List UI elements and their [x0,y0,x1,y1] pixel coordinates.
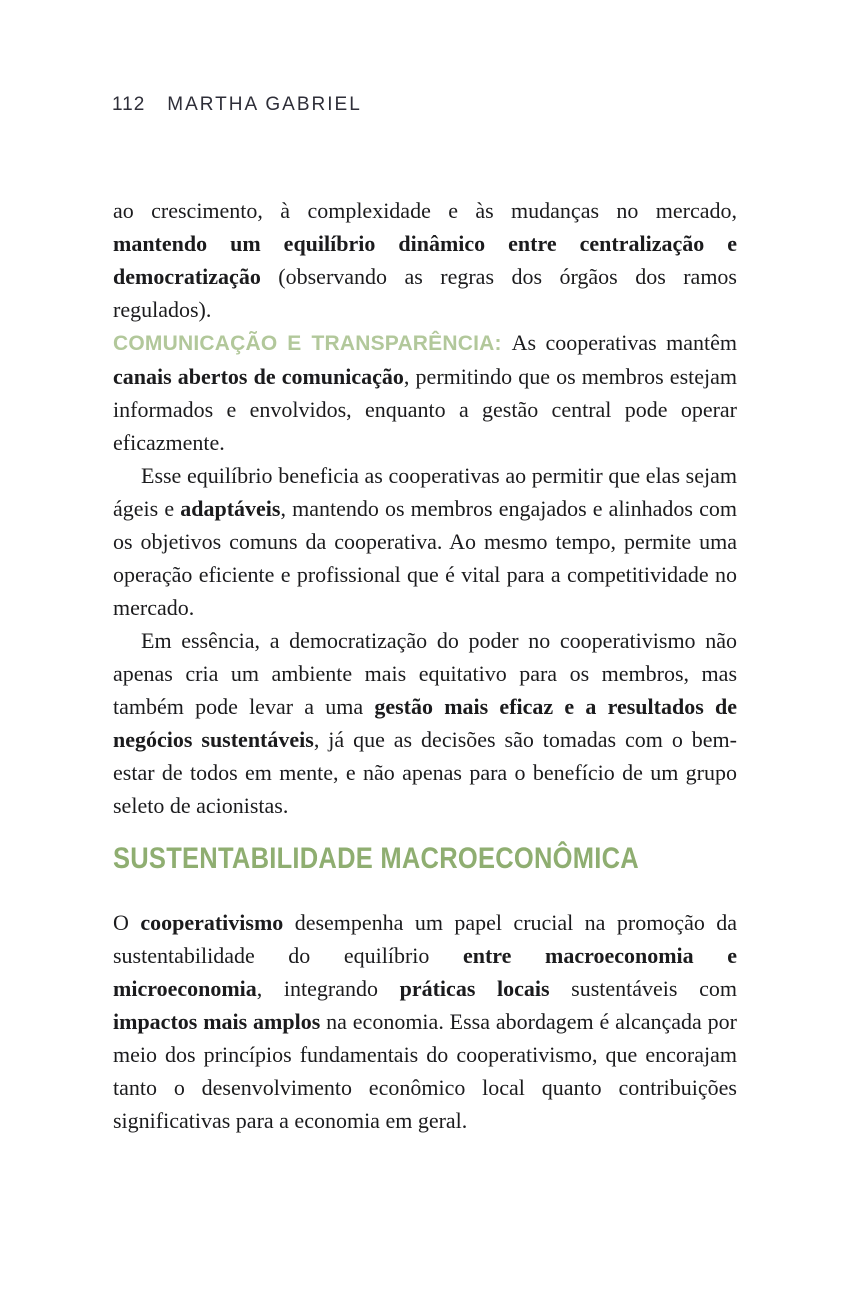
section-heading: SUSTENTABILIDADE MACROECONÔMICA [113,842,639,875]
text-segment: ao crescimento, à complexidade e às mudanças no mercado, [113,198,737,223]
text-segment: O [113,910,141,935]
page-number: 112 [112,94,146,115]
running-header [112,94,362,116]
bold-text-segment: mantendo um equilíbrio dinâmico entre centralização e democratização [113,231,737,289]
bold-text-segment: cooperativismo [140,910,284,935]
text-segment: , integrando [256,976,400,1001]
text-segment: desempenha um papel crucial na promoção da sustentabilidade do equilíbrio [113,910,738,968]
bold-text-segment: entre macroeconomia e microeconomia [113,943,737,1001]
page-content [113,194,737,1137]
text-segment: , já que as decisões são tomadas com o bem-estar de todos em mente, e não apenas para o benefício de um grupo seleto de acionistas. [113,727,737,818]
author-name: MARTHA GABRIEL [167,94,362,115]
bold-text-segment: impactos mais amplos [113,1009,321,1034]
paragraph-closing [113,906,737,1137]
bold-text-segment: gestão mais eficaz e a resultados de negócios sustentáveis [113,694,737,752]
paragraph-balance [113,459,737,624]
text-segment: Esse equilíbrio beneficia as cooperativas ao permitir que elas sejam ágeis e [113,463,737,521]
paragraph-continuation [113,194,737,326]
text-segment: , mantendo os membros engajados e alinhados com os objetivos comuns da cooperativa. Ao mesmo tempo, permite uma operação eficiente e profissional que é vital para a competitividade no mercado. [113,496,738,620]
text-segment: (observando as regras dos órgãos dos ramos regulados). [113,264,737,322]
text-segment: Em essência, a democratização do poder no cooperativismo não apenas cria um ambiente mais equitativo para os membros, mas também pode levar a uma [113,628,737,719]
paragraph-communication [113,326,737,459]
bold-text-segment: canais abertos de comunicação [113,364,404,389]
text-segment: na economia. Essa abordagem é alcançada por meio dos princípios fundamentais do cooperativismo, que encorajam tanto o desenvolvimento econômico local quanto contribuições significativas para a economia em geral. [113,1009,737,1133]
text-segment: sustentáveis com [549,976,737,1001]
bold-text-segment: adaptáveis [180,496,281,521]
text-segment: , permitindo que os membros estejam informados e envolvidos, enquanto a gestão central pode operar eficazmente. [113,364,738,455]
bold-text-segment: práticas locais [399,976,550,1001]
text-segment: As cooperativas mantêm [511,330,737,355]
inline-section-label: COMUNICAÇÃO E TRANSPARÊNCIA: [113,332,512,355]
paragraph-essence [113,624,737,822]
